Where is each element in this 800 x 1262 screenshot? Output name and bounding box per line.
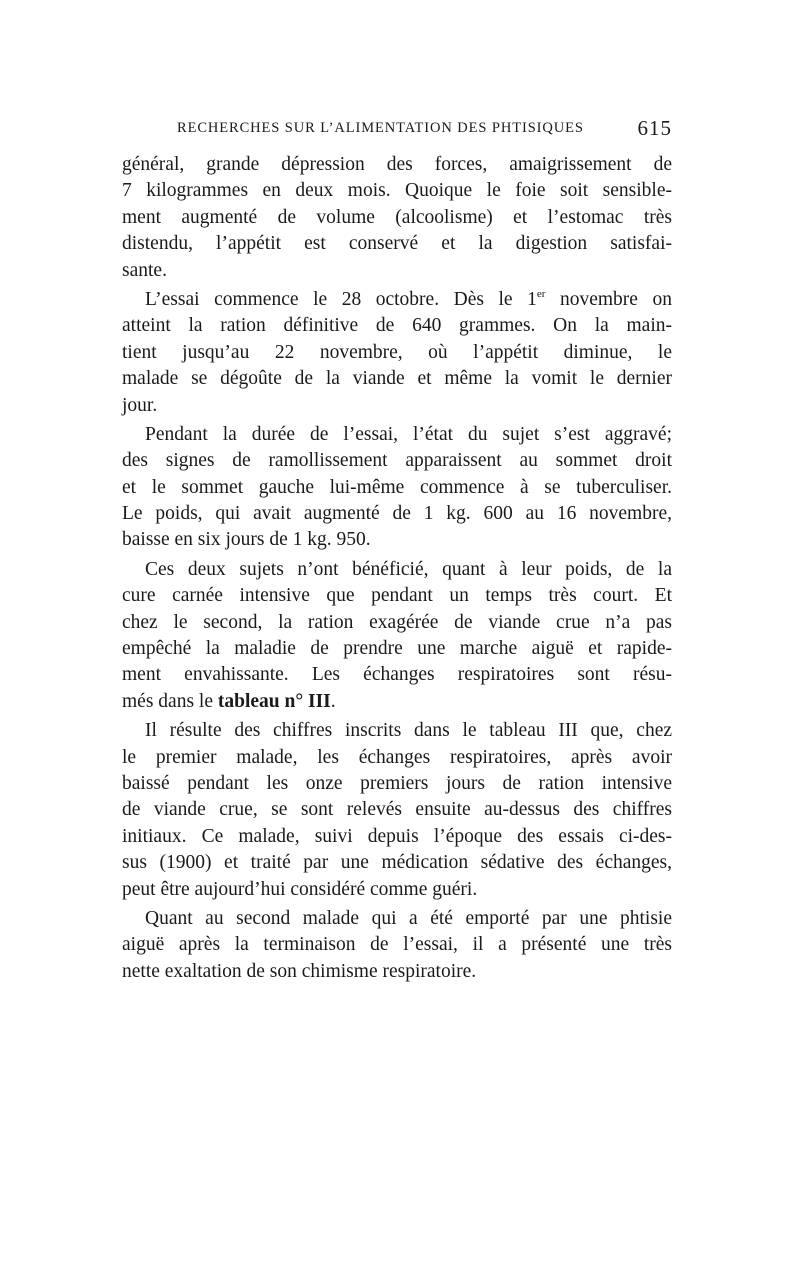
text-line: général, grande dépression des forces, amaigrissement de bbox=[122, 154, 672, 175]
text-line: tient jusqu’au 22 novembre, où l’appétit diminue, le bbox=[122, 341, 672, 363]
text-line: baisse en six jours de 1 kg. 950. bbox=[122, 529, 371, 551]
text-line: Il résulte des chiffres inscrits dans le tableau III que, chez bbox=[145, 720, 672, 742]
text-line: Le poids, qui avait augmenté de 1 kg. 600 au 16 novembre, bbox=[122, 503, 672, 525]
text-line: nette exaltation de son chimisme respiratoire. bbox=[122, 960, 477, 982]
text-line: baissé pendant les onze premiers jours de ration intensive bbox=[122, 772, 672, 794]
text-line: initiaux. Ce malade, suivi depuis l’époque des essais ci-des- bbox=[122, 825, 672, 847]
running-head bbox=[122, 114, 682, 144]
text-fragment: . bbox=[330, 690, 336, 712]
text-line bbox=[122, 287, 672, 313]
text-line: peut être aujourd’hui considéré comme guéri. bbox=[122, 878, 478, 900]
text-fragment: L’essai commence le 28 octobre. Dès le 1 bbox=[145, 288, 537, 310]
paragraph-5 bbox=[122, 718, 672, 903]
text-line: cure carnée intensive que pendant un temps très court. Et bbox=[122, 585, 672, 607]
text-line: et le sommet gauche lui-même commence à se tuberculiser. bbox=[122, 476, 672, 498]
text-line: aiguë après la terminaison de l’essai, il a présenté une très bbox=[122, 934, 672, 956]
text-line bbox=[122, 689, 672, 715]
text-line: malade se dégoûte de la viande et même la vomit le dernier bbox=[122, 368, 672, 390]
text-line: 7 kilogrammes en deux mois. Quoique le foie soit sensible- bbox=[122, 180, 672, 202]
table-reference: tableau n° III bbox=[217, 690, 331, 712]
text-line: sante. bbox=[122, 259, 167, 281]
text-fragment: novembre on bbox=[545, 288, 672, 310]
text-line: empêché la maladie de prendre une marche aiguë et rapide- bbox=[122, 638, 672, 660]
page-number: 615 bbox=[637, 116, 672, 140]
text-line: jour. bbox=[122, 394, 158, 416]
text-line: ment envahissante. Les échanges respiratoires sont résu- bbox=[122, 664, 672, 686]
superscript: er bbox=[536, 287, 546, 300]
text-line: Quant au second malade qui a été emporté par une phtisie bbox=[145, 907, 672, 929]
text-line: distendu, l’appétit est conservé et la digestion satisfai- bbox=[122, 233, 672, 255]
paragraph-1 bbox=[122, 152, 672, 284]
paragraph-2 bbox=[122, 287, 672, 419]
text-line: atteint la ration définitive de 640 grammes. On la main- bbox=[122, 315, 672, 337]
paragraph-4 bbox=[122, 557, 672, 715]
text-line: de viande crue, se sont relevés ensuite au-dessus des chiffres bbox=[122, 799, 672, 821]
text-fragment: més dans le bbox=[122, 690, 218, 712]
text-line: Pendant la durée de l’essai, l’état du sujet s’est aggravé; bbox=[145, 423, 672, 445]
text-line: ment augmenté de volume (alcoolisme) et l’estomac très bbox=[122, 206, 672, 228]
running-title: RECHERCHES SUR L’ALIMENTATION DES PHTISIQUES bbox=[177, 120, 584, 136]
text-line: chez le second, la ration exagérée de viande crue n’a pas bbox=[122, 611, 672, 633]
text-line: des signes de ramollissement apparaissent au sommet droit bbox=[122, 450, 672, 472]
paragraph-3 bbox=[122, 422, 672, 554]
text-line: sus (1900) et traité par une médication sédative des échanges, bbox=[122, 852, 672, 874]
text-line: Ces deux sujets n’ont bénéficié, quant à leur poids, de la bbox=[145, 558, 672, 580]
paragraph-6 bbox=[122, 906, 672, 985]
text-line: le premier malade, les échanges respiratoires, après avoir bbox=[122, 746, 672, 768]
body-text bbox=[122, 152, 672, 985]
